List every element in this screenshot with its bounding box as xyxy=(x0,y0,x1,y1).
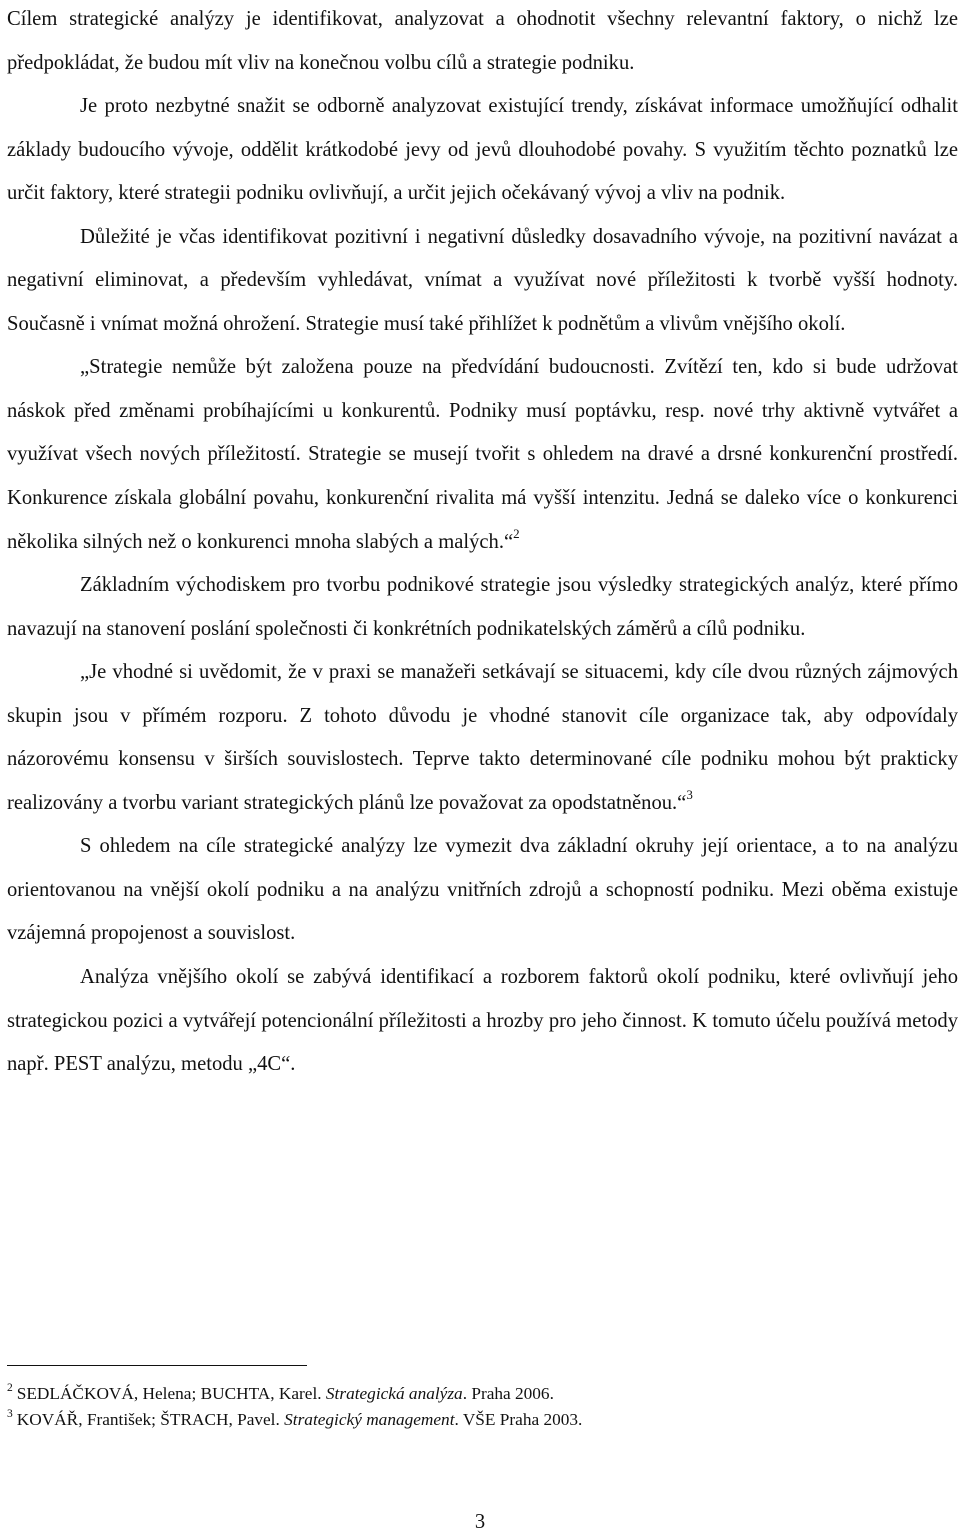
paragraph xyxy=(7,85,958,216)
footnote xyxy=(7,1381,947,1407)
paragraph xyxy=(7,0,958,85)
quote-paragraph xyxy=(7,346,958,564)
footnote-authors: SEDLÁČKOVÁ, Helena; BUCHTA, Karel. xyxy=(16,1384,322,1403)
footnote-publication: . VŠE Praha 2003. xyxy=(454,1410,583,1429)
footnote-reference[interactable]: 3 xyxy=(686,786,693,802)
footnote-authors: KOVÁŘ, František; ŠTRACH, Pavel. xyxy=(16,1410,280,1429)
footnotes xyxy=(7,1381,947,1433)
paragraph-text: Analýza vnějšího okolí se zabývá identifikací a rozborem faktorů okolí podniku, které ovlivňují jeho strategickou pozici a vytvářejí potencionální příležitosti a hrozby pro jeho činnost. K tomuto účelu používá metody např. PEST analýzu, metodu „4C“. xyxy=(7,966,958,1076)
quote-paragraph xyxy=(7,651,958,825)
body-text xyxy=(7,0,958,1087)
paragraph-text: S ohledem na cíle strategické analýzy lze vymezit dva základní okruhy její orientace, a to na analýzu orientovanou na vnější okolí podniku a na analýzu vnitřních zdrojů a schopností podniku. Mezi oběma existuje vzájemná propojenost a souvislost. xyxy=(7,835,958,945)
footnote xyxy=(7,1407,947,1433)
paragraph xyxy=(7,564,958,651)
paragraph-text: Cílem strategické analýzy je identifikovat, analyzovat a ohodnotit všechny relevantní faktory, o nichž lze předpokládat, že budou mít vliv na konečnou volbu cílů a strategie podniku. xyxy=(7,8,958,74)
footnote-title: Strategická analýza xyxy=(325,1384,463,1403)
footnote-number: 2 xyxy=(7,1382,13,1395)
paragraph-text: „Je vhodné si uvědomit, že v praxi se manažeři setkávají se situacemi, kdy cíle dvou různých zájmových skupin jsou v přímém rozporu. Z tohoto důvodu je vhodné stanovit cíle organizace tak, aby odpovídaly názorovému konsensu v širších souvislostech. Teprve takto determinované cíle podniku mohou být prakticky realizovány a tvorbu variant strategických plánů lze považovat za opodstatněnou.“ xyxy=(7,661,958,814)
paragraph-text: „Strategie nemůže být založena pouze na předvídání budoucnosti. Zvítězí ten, kdo si bude udržovat náskok před změnami probíhajícími u konkurentů. Podniky musí poptávku, resp. nové trhy aktivně vytvářet a využívat všech nových příležitostí. Strategie se musejí tvořit s ohledem na dravé a drsné konkurenční prostředí. Konkurence získala globální povahu, konkurenční rivalita má vyšší intenzitu. Jedná se daleko více o konkurenci několika silných než o konkurenci mnoha slabých a malých.“ xyxy=(7,356,958,553)
paragraph xyxy=(7,216,958,347)
footnote-title: Strategický management xyxy=(284,1410,455,1429)
paragraph-text: Důležité je včas identifikovat pozitivní i negativní důsledky dosavadního vývoje, na pozitivní navázat a negativní eliminovat, a především vyhledávat, vnímat a využívat nové příležitosti k tvorbě vyšší hodnoty. Současně i vnímat možná ohrožení. Strategie musí také přihlížet k podnětům a vlivům vnějšího okolí. xyxy=(7,225,958,335)
footnote-reference[interactable]: 2 xyxy=(513,525,520,541)
footnote-number: 3 xyxy=(7,1408,13,1421)
paragraph xyxy=(7,956,958,1087)
footnote-publication: . Praha 2006. xyxy=(462,1384,554,1403)
paragraph-text: Je proto nezbytné snažit se odborně analyzovat existující trendy, získávat informace umožňující odhalit základy budoucího vývoje, oddělit krátkodobé jevy od jevů dlouhodobé povahy. S využitím těchto poznatků lze určit faktory, které strategii podniku ovlivňují, a určit jejich očekávaný vývoj a vliv na podnik. xyxy=(7,95,958,205)
footnote-divider xyxy=(7,1365,307,1366)
page-number: 3 xyxy=(474,1511,486,1533)
paragraph-text: Základním východiskem pro tvorbu podnikové strategie jsou výsledky strategických analýz, které přímo navazují na stanovení poslání společnosti či konkrétních podnikatelských záměrů a cílů podniku. xyxy=(7,574,958,640)
paragraph xyxy=(7,825,958,956)
